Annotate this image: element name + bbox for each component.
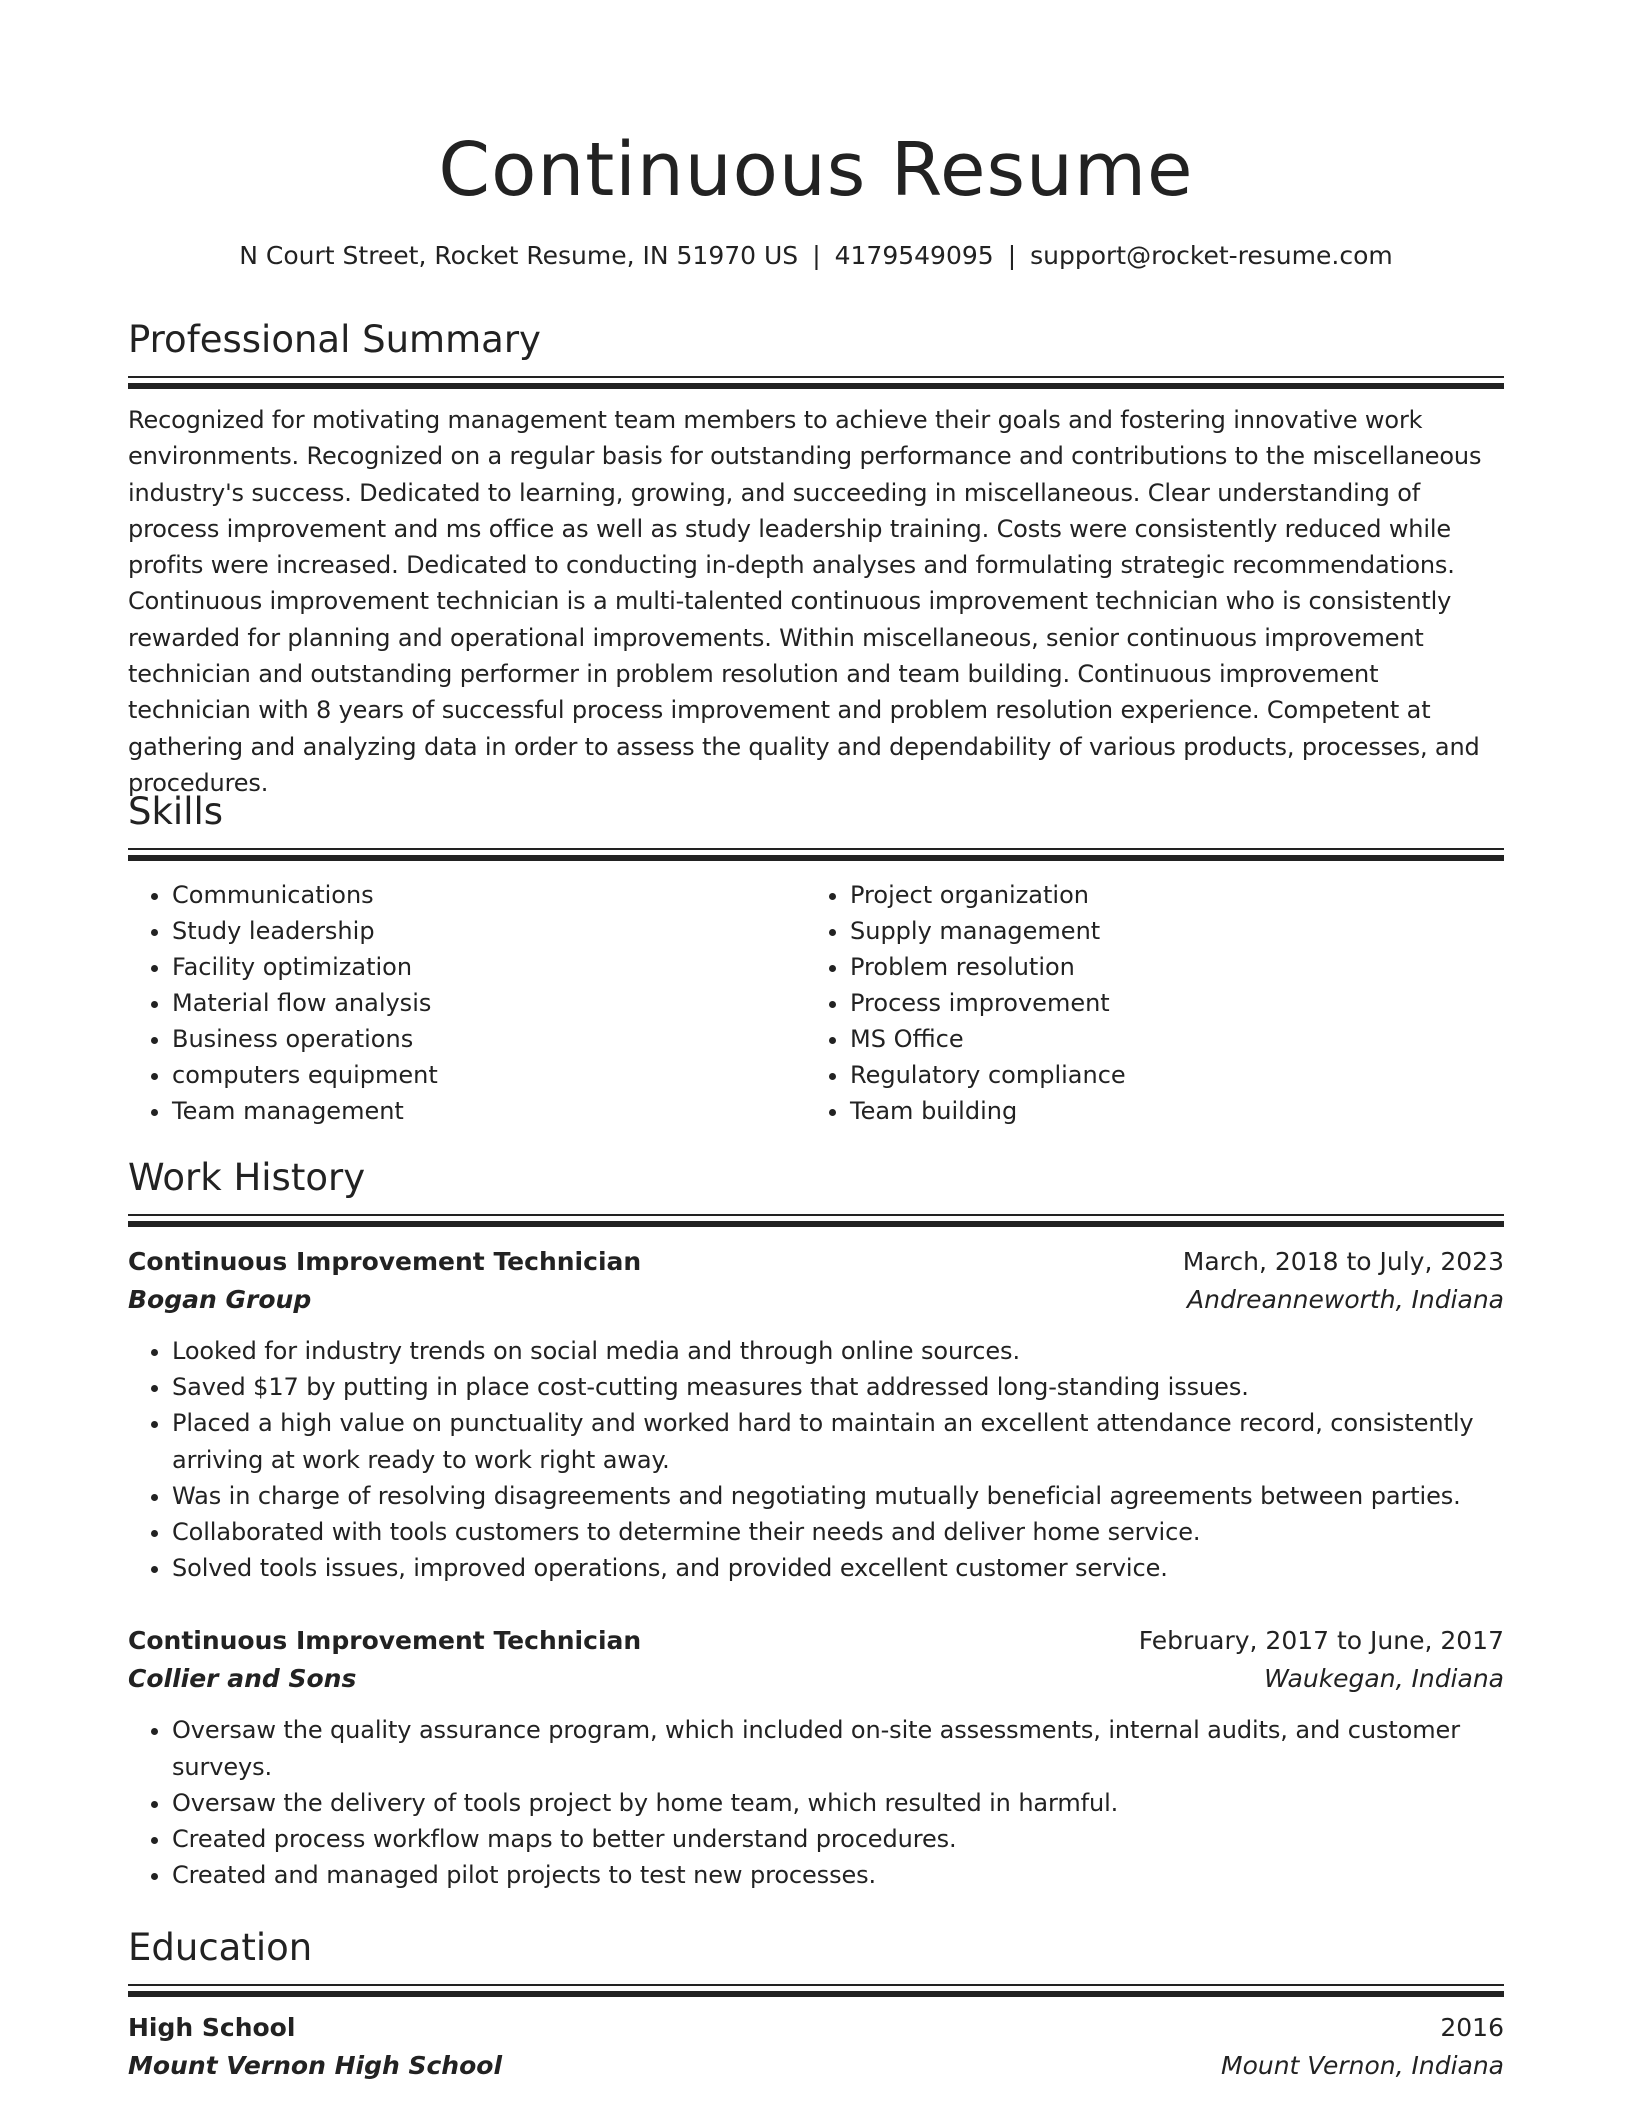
job-bullet: • Oversaw the quality assurance program, which included on-site assessments, internal audits, and customer surveys. [172,1712,1504,1784]
skill-item: • Problem resolution [850,949,1484,985]
education-year: 2016 [1440,2013,1504,2042]
contact-phone: 4179549095 [834,241,994,270]
job-title: Continuous Improvement Technician [128,1247,642,1276]
job-bullet: • Looked for industry trends on social media and through online sources. [172,1333,1504,1369]
skills-section [128,786,1504,1129]
section-title-education: Education [128,1926,313,1969]
job-bullet: • Placed a high value on punctuality and worked hard to maintain an excellent attendance record, consistently arriving at work ready to work right away. [172,1405,1504,1477]
work-history-section [128,1152,1504,1893]
skill-item: • Study leadership [172,913,806,949]
job-bullet: • Collaborated with tools customers to determine their needs and deliver home service. [172,1514,1504,1550]
resume-name: Continuous Resume [438,127,1194,213]
section-rule [128,1984,1504,1986]
skill-item: • Process improvement [850,985,1484,1021]
job-entry [128,1622,1504,1893]
education-section [128,1922,1504,2085]
job-bullets [128,1712,1504,1893]
job-bullet: • Created and managed pilot projects to test new processes. [172,1857,1504,1893]
skill-item: • Supply management [850,913,1484,949]
job-bullets [128,1333,1504,1586]
contact-separator: | [1007,241,1017,270]
job-location: Andreanneworth, Indiana [1187,1285,1504,1314]
skill-item: • Facility optimization [172,949,806,985]
skill-item: • Project organization [850,877,1484,913]
education-school: Mount Vernon High School [128,2051,503,2080]
skills-list-left [128,877,806,1129]
education-location: Mount Vernon, Indiana [1221,2051,1504,2080]
skill-item: • Team management [172,1093,806,1129]
section-rule [128,1214,1504,1216]
contact-separator: | [812,241,821,270]
job-title: Continuous Improvement Technician [128,1626,642,1656]
job-bullet: • Was in charge of resolving disagreements and negotiating mutually beneficial agreements between parties. [172,1478,1504,1514]
section-rule-thick [128,855,1504,861]
job-dates: March, 2018 to July, 2023 [1182,1247,1504,1276]
job-subheader [128,1281,1504,1319]
skills-columns [128,877,1504,1129]
section-rule-thick [128,1991,1504,1997]
section-rule [128,376,1504,378]
skill-item: • Communications [172,877,806,913]
contact-email: support@rocket-resume.com [1030,241,1393,270]
section-title-work: Work History [128,1156,366,1199]
skill-item: • Business operations [172,1021,806,1057]
job-dates: February, 2017 to June, 2017 [1138,1626,1504,1656]
job-header [128,1243,1504,1281]
skills-list-right [806,877,1484,1129]
job-header [128,1622,1504,1660]
contact-line [128,238,1504,274]
job-entry [128,1243,1504,1586]
section-rule [128,848,1504,850]
section-rule-thick [128,383,1504,389]
section-title-summary: Professional Summary [128,318,541,361]
education-header [128,2009,1504,2047]
skill-item: • computers equipment [172,1057,806,1093]
section-rule-thick [128,1221,1504,1227]
job-company: Bogan Group [128,1285,312,1314]
summary-section [128,314,1504,801]
job-bullet: • Created process workflow maps to better understand procedures. [172,1821,1504,1857]
skill-item: • Material flow analysis [172,985,806,1021]
summary-text: Recognized for motivating management team members to achieve their goals and fostering innovative work environments. Recognized on a regular basis for outstanding performance and contributions to the miscellaneous industry's success. Dedicated to learning, growing, and succeeding in miscellaneous. Clear understanding of process improvement and ms office as well as study leadership training. Costs were consistently reduced while profits were increased. Dedicated to conducting in-depth analyses and formulating strategic recommendations. Continuous improvement technician is a multi-talented continuous improvement technician who is consistently rewarded for planning and operational improvements. Within miscellaneous, senior continuous improvement technician and outstanding performer in problem resolution and team building. Continuous improvement technician with 8 years of successful process improvement and problem resolution experience. Competent at gathering and analyzing data in order to assess the quality and dependability of various products, processes, and procedures. [128,406,1482,797]
job-subheader [128,1660,1504,1698]
job-bullet: • Saved $17 by putting in place cost-cutting measures that addressed long-standing issues. [172,1369,1504,1405]
job-location: Waukegan, Indiana [1264,1664,1504,1694]
section-title-skills: Skills [128,790,224,833]
job-company: Collier and Sons [128,1664,357,1694]
skill-item: • MS Office [850,1021,1484,1057]
skill-item: • Team building [850,1093,1484,1129]
job-bullet: • Oversaw the delivery of tools project by home team, which resulted in harmful. [172,1785,1504,1821]
skill-item: • Regulatory compliance [850,1057,1484,1093]
job-bullet: • Solved tools issues, improved operations, and provided excellent customer service. [172,1550,1504,1586]
education-subheader [128,2047,1504,2085]
education-entry [128,2009,1504,2085]
education-degree: High School [128,2013,296,2042]
contact-address: N Court Street, Rocket Resume, IN 51970 US [239,241,799,270]
